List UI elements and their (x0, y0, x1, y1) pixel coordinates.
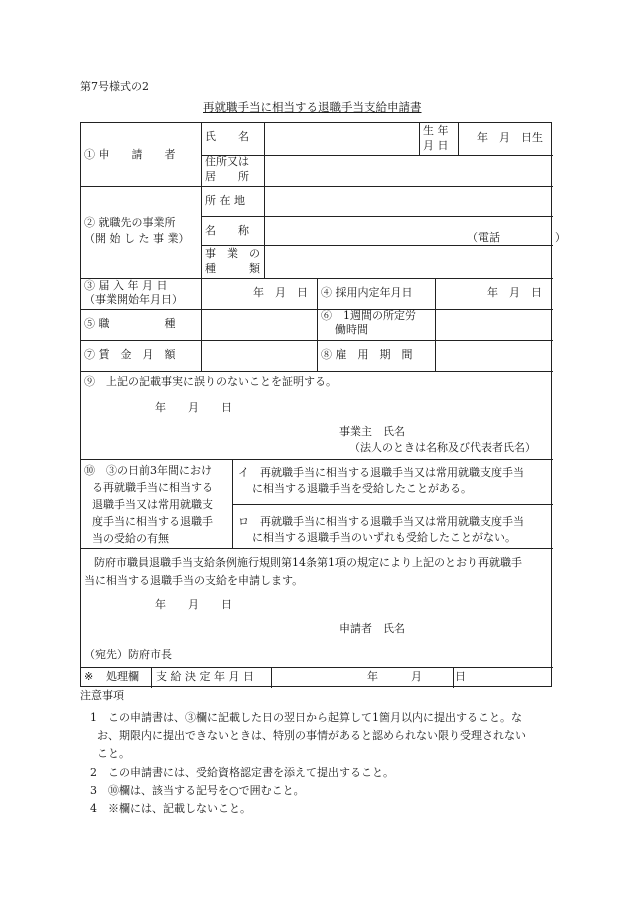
certification-text: ⑨ 上記の記載事実に誤りのないことを証明する。 (84, 375, 337, 388)
history-label-2: る再就職手当に相当する (92, 481, 213, 494)
form-number: 第7号様式の2 (80, 80, 149, 93)
option-ro-line-1[interactable]: ロ 再就職手当に相当する退職手当又は常用就職支度手当 (238, 515, 524, 528)
weekly-hours-label-top: ⑥ 1週間の所定労 (321, 309, 416, 322)
payment-date-field: 年 月 日 (367, 670, 466, 683)
address-label-top: 住所又は (205, 155, 249, 168)
applicant-label: ① 申 請 者 (84, 148, 176, 161)
note-2: 2 この申請書には、受給資格認定書を添えて提出すること。 (90, 766, 394, 779)
employer-label-bottom: （開 始 し た 事 業） (84, 232, 190, 245)
decision-date-field[interactable]: 年 月 日 (487, 286, 542, 299)
note-1-line-1: 1 この申請書は、③欄に記載した日の翌日から起算して1箇月以内に提出すること。な (90, 711, 522, 724)
employment-period-label: ⑧ 雇 用 期 間 (321, 348, 413, 361)
employer-signature-label: 事業主 氏名 (339, 425, 405, 438)
birth-label-bottom: 月 日 (423, 139, 449, 152)
option-i-line-1[interactable]: イ 再就職手当に相当する退職手当又は常用就職支度手当 (238, 466, 524, 479)
notes-heading: 注意事項 (80, 689, 124, 702)
processing-label: 処理欄 (106, 670, 139, 683)
history-label-3: 退職手当又は常用就職支 (92, 498, 213, 511)
employment-period-field[interactable] (435, 340, 551, 368)
note-1-line-2: お、期限内に提出できないときは、特別の事情があると認められない限り受理されない (97, 729, 526, 742)
monthly-wage-field[interactable] (201, 340, 315, 368)
history-label-1: ⑩ ③の日前3年間におけ (84, 464, 212, 477)
business-label-bottom: 種 類 (205, 262, 260, 275)
name-label: 氏 名 (205, 130, 249, 143)
application-text-2: 当に相当する退職手当の支給を申請します。 (84, 574, 304, 587)
note-3: 3 ⑩欄は、該当する記号を○で囲むこと。 (90, 784, 305, 797)
option-ro-line-2: に相当する退職手当のいずれも受給したことがない。 (252, 531, 516, 544)
applicant-signature-label: 申請者 氏名 (339, 622, 405, 635)
birth-date-field[interactable]: 年 月 日生 (477, 131, 543, 144)
company-name-label: 名 称 (205, 224, 249, 237)
job-type-field[interactable] (201, 310, 315, 338)
employer-signature-note: （法人のときは名称及び代表者氏名） (349, 441, 536, 454)
addressee: （宛先）防府市長 (84, 648, 172, 661)
address-label-bottom: 居 所 (205, 170, 249, 183)
location-label: 所 在 地 (205, 194, 245, 207)
weekly-hours-label-bottom: 働時間 (335, 323, 368, 336)
hire-date-field[interactable]: 年 月 日 (253, 286, 308, 299)
business-label-top: 事 業 の (205, 247, 260, 260)
history-label-4: 度手当に相当する退職手 (92, 515, 213, 528)
payment-date-label: 支 給 決 定 年 月 日 (156, 670, 254, 683)
option-i-line-2: に相当する退職手当を受給したことがある。 (252, 482, 472, 495)
birth-label-top: 生 年 (423, 124, 449, 137)
job-type-label: ⑤ 職 種 (84, 317, 176, 330)
decision-date-label: ④ 採用内定年月日 (321, 286, 413, 299)
note-1-line-3: こと。 (97, 747, 130, 760)
location-field[interactable] (265, 186, 551, 214)
name-field[interactable] (265, 123, 417, 153)
application-date[interactable]: 年 月 日 (155, 598, 232, 611)
note-4: 4 ※欄には、記載しないこと。 (90, 802, 251, 815)
phone-field[interactable]: （電話 ） (467, 231, 566, 244)
hire-date-label-bottom: （事業開始年月日） (84, 293, 183, 306)
certification-date[interactable]: 年 月 日 (155, 401, 232, 414)
application-text-1: 防府市職員退職手当支給条例施行規則第14条第1項の規定により上記のとおり再就職手 (94, 556, 522, 569)
processing-mark: ※ (84, 670, 94, 683)
address-field[interactable] (265, 155, 551, 184)
history-label-5: 当の受給の有無 (92, 532, 169, 545)
employer-label-top: ② 就職先の事業所 (84, 216, 176, 229)
hire-date-label-top: ③ 届 入 年 月 日 (84, 279, 168, 292)
business-type-field[interactable] (265, 246, 551, 276)
weekly-hours-field[interactable] (435, 310, 551, 338)
form-title: 再就職手当に相当する退職手当支給申請書 (203, 100, 422, 114)
monthly-wage-label: ⑦ 賃 金 月 額 (84, 348, 176, 361)
